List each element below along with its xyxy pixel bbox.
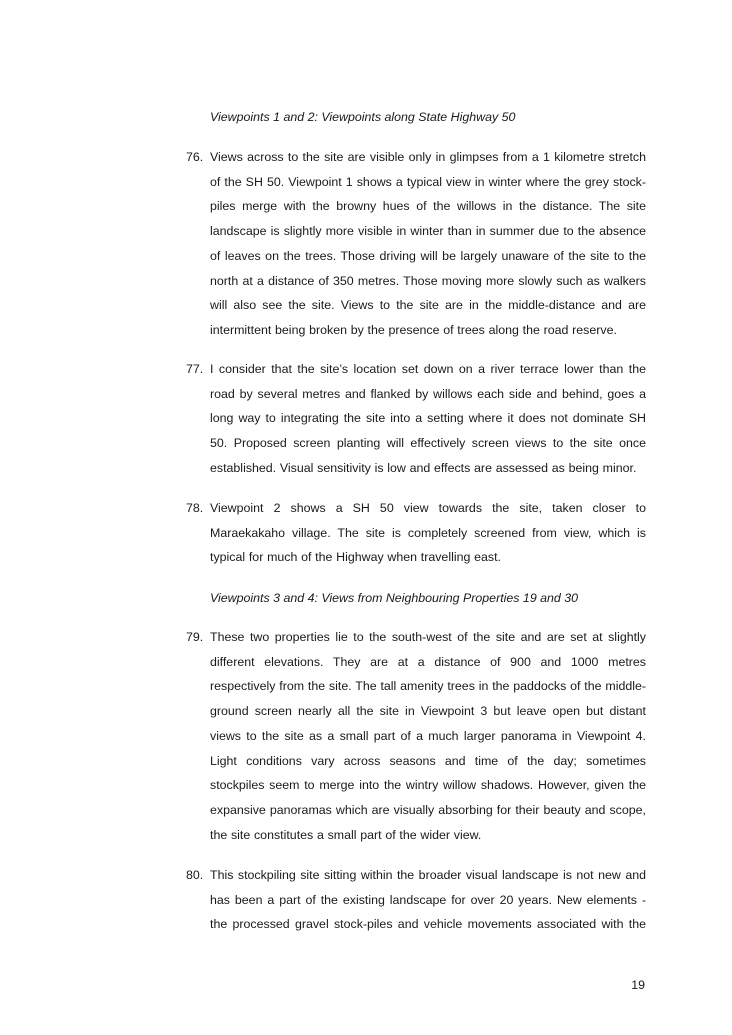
- paragraph-79: [186, 625, 646, 847]
- paragraph-text: These two properties lie to the south-west of the site and are set at slightly different elevations. They are at a distance of 900 and 1000 metres respectively from the site. The tall amenity trees in the paddocks of the middle-ground screen nearly all the site in Viewpoint 3 but leave open but distant views to the site as a small part of a much larger panorama in Viewpoint 4. Light conditions vary across seasons and time of the day; sometimes stockpiles seem to merge into the wintry willow shadows. However, given the expansive panoramas which are visually absorbing for their beauty and scope, the site constitutes a small part of the wider view.: [210, 630, 646, 842]
- paragraph-80: [186, 863, 646, 937]
- paragraph-text: I consider that the site’s location set down on a river terrace lower than the road by several metres and flanked by willows each side and behind, goes a long way to integrating the site into a setting where it does not dominate SH 50. Proposed screen planting will effectively screen views to the site once established. Visual sensitivity is low and effects are assessed as being minor.: [210, 362, 646, 475]
- paragraph-77: [186, 357, 646, 481]
- paragraph-number: 77.: [186, 362, 204, 376]
- paragraph-76: [186, 145, 646, 343]
- paragraph-text: Viewpoint 2 shows a SH 50 view towards the site, taken closer to Maraekakaho village. The site is completely screened from view, which is typical for much of the Highway when travelling east.: [210, 501, 646, 565]
- paragraph-text: This stockpiling site sitting within the broader visual landscape is not new and has been a part of the existing landscape for over 20 years. New elements - the processed gravel stock-piles and vehicle movements associated with the: [210, 868, 646, 932]
- page-number: 19: [631, 978, 645, 992]
- paragraph-number: 79.: [186, 630, 204, 644]
- paragraph-number: 80.: [186, 868, 204, 882]
- paragraph-78: [186, 496, 646, 570]
- paragraph-text: Views across to the site are visible only in glimpses from a 1 kilometre stretch of the SH 50. Viewpoint 1 shows a typical view in winter where the grey stock-piles merge with the browny hues of the willows in the distance. The site landscape is slightly more visible in winter than in summer due to the absence of leaves on the trees. Those driving will be largely unaware of the site to the north at a distance of 350 metres. Those moving more slowly such as walkers will also see the site. Views to the site are in the middle-distance and are intermittent being broken by the presence of trees along the road reserve.: [210, 150, 646, 337]
- paragraph-number: 78.: [186, 501, 204, 515]
- paragraph-number: 76.: [186, 150, 204, 164]
- section-heading-viewpoints-1-2: Viewpoints 1 and 2: Viewpoints along State Highway 50: [210, 110, 516, 124]
- section-heading-viewpoints-3-4: Viewpoints 3 and 4: Views from Neighbouring Properties 19 and 30: [210, 591, 579, 605]
